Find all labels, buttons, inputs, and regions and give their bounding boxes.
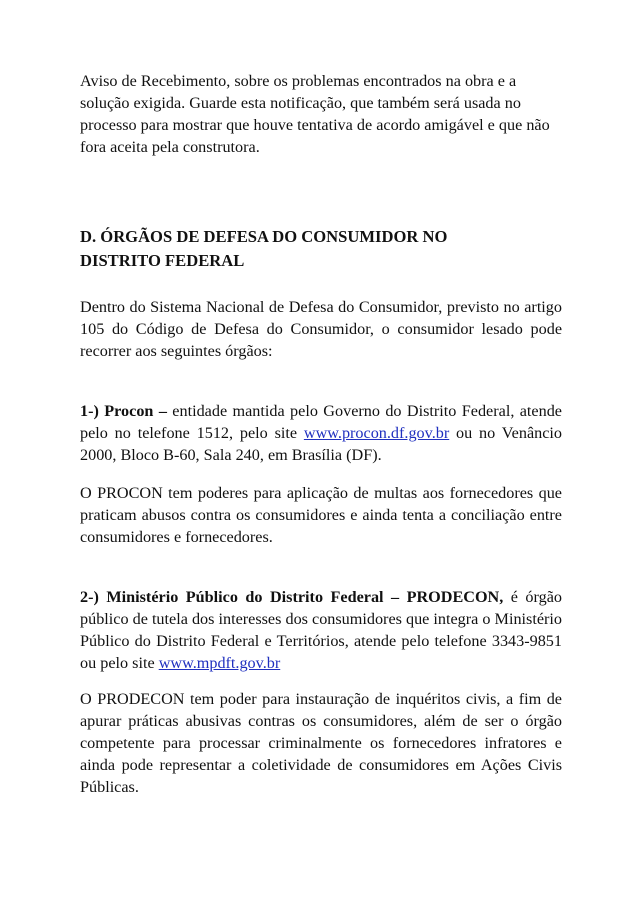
section-heading [80,225,562,273]
procon-text: entidade mantida pelo Governo do Distrito Federal, atende pelo no telefone 1512, pelo site [80,402,562,442]
section-heading-line-1: D. ÓRGÃOS DE DEFESA DO CONSUMIDOR NO [80,227,448,246]
procon-address: ou no Venâncio 2000, Bloco B-60, Sala 240, em Brasília (DF). [80,424,562,464]
procon-dash: – [153,402,173,420]
mpdft-site-link[interactable]: www.mpdft.gov.br [158,654,281,672]
section-heading-line-2: DISTRITO FEDERAL [80,251,245,270]
paragraph-procon-poderes: O PROCON tem poderes para aplicação de multas aos fornecedores que praticam abusos contra os consumidores e ainda tenta a conciliação entre consumidores e fornecedores. [80,484,562,546]
procon-site-link[interactable]: www.procon.df.gov.br [303,424,450,442]
paragraph-aviso: Aviso de Recebimento, sobre os problemas encontrados na obra e a solução exigida. Guarde esta notificação, que também será usada no processo para mostrar que houve tentativa de acordo amigável e que não fora aceita pela construtora. [80,72,550,156]
paragraph-prodecon-poderes: O PRODECON tem poder para instauração de inquéritos civis, a fim de apurar práticas abusivas contras os consumidores, além de ser o órgão competente para processar criminalmente os fornecedores infratores e ainda pode representar a coletividade de consumidores em Ações Civis Públicas. [80,690,562,796]
prodecon-text: é órgão público de tutela dos interesses dos consumidores que integra o Ministério Público do Distrito Federal e Territórios, atende pelo telefone 3343-9851 ou pelo site [80,588,562,672]
paragraph-prodecon [80,586,562,674]
prodecon-label: 2-) Ministério Público do Distrito Federal – PRODECON, [80,588,504,606]
procon-label: 1-) Procon [80,402,154,420]
paragraph-procon [80,400,562,466]
paragraph-sistema-nacional: Dentro do Sistema Nacional de Defesa do Consumidor, previsto no artigo 105 do Código de Defesa do Consumidor, o consumidor lesado pode recorrer aos seguintes órgãos: [80,298,562,360]
